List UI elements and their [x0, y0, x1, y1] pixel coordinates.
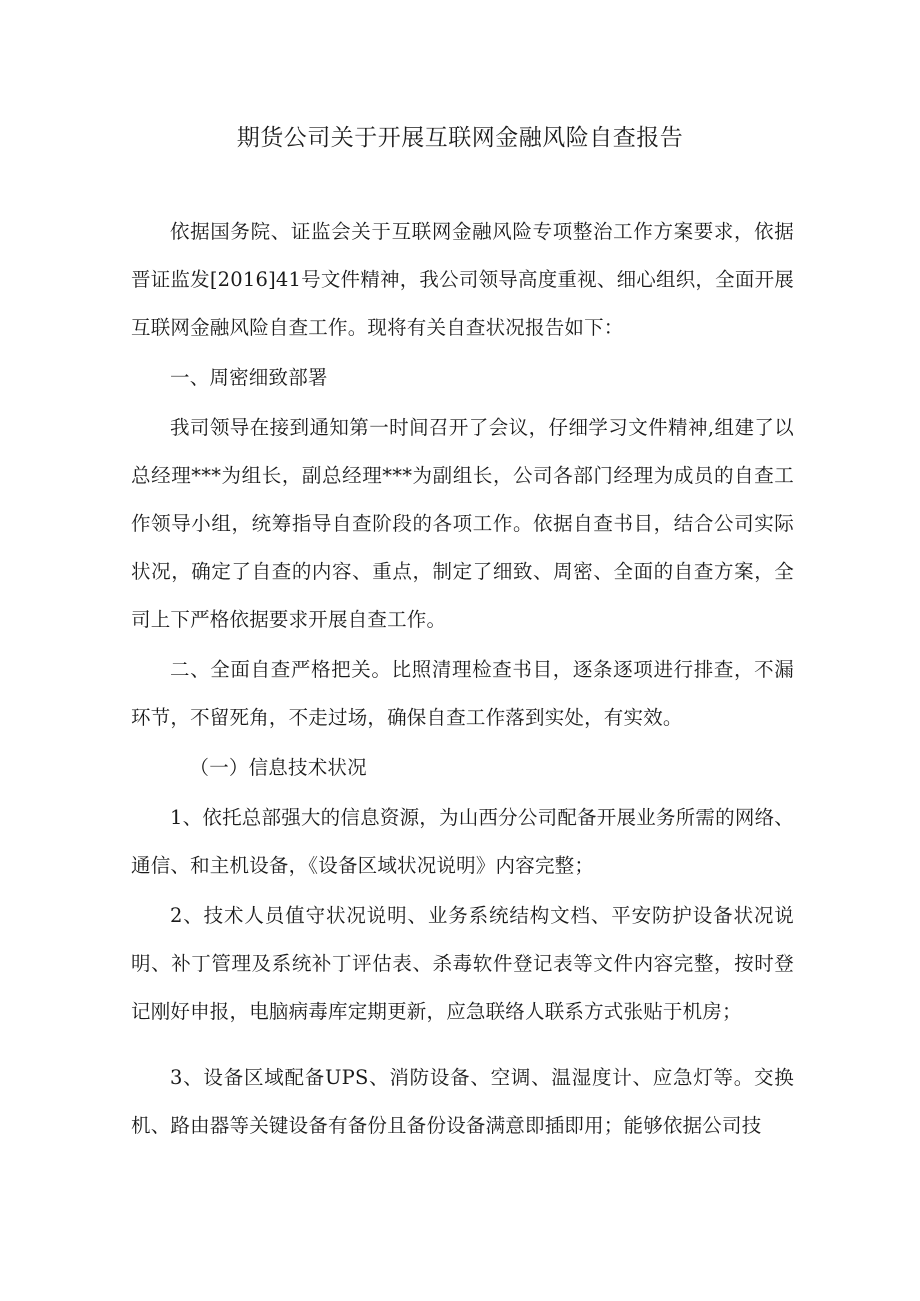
paragraph-deployment: 我司领导在接到通知第一时间召开了会议，仔细学习文件精神,组建了以总经理***为组长，副总经理***为副组长，公司各部门经理为成员的自查工作领导小组，统筹指导自查阶段的各项工作。依据自查书目，结合公司实际状况，确定了自查的内容、重点，制定了细致、周密、全面的自查方案，全司上下严格依据要求开展自查工作。 [131, 416, 794, 631]
subsection-heading-1: （一）信息技术状况 [189, 756, 367, 779]
paragraph-intro: 依据国务院、证监会关于互联网金融风险专项整治工作方案要求，依据晋证监发[2016]41号文件精神，我公司领导高度重视、细心组织，全面开展互联网金融风险自查工作。现将有关自查状况报告如下： [131, 220, 794, 339]
document-body [131, 208, 794, 1150]
section-heading-1: 一、周密细致部署 [170, 366, 328, 389]
list-item-2: 2、技术人员值守状况说明、业务系统结构文档、平安防护设备状况说明、补丁管理及系统补丁评估表、杀毒软件登记表等文件内容完整，按时登记刚好申报，电脑病毒库定期更新，应急联络人联系方式张贴于机房； [131, 904, 794, 1023]
list-item-1: 1、依托总部强大的信息资源，为山西分公司配备开展业务所需的网络、通信、和主机设备，《设备区域状况说明》内容完整； [131, 806, 794, 877]
document-title: 期货公司关于开展互联网金融风险自查报告 [236, 125, 684, 151]
section-heading-2: 二、全面自查严格把关。比照清理检查书目，逐条逐项进行排查，不漏环节，不留死角，不走过场，确保自查工作落到实处，有实效。 [131, 658, 794, 729]
list-item-3: 3、设备区域配备UPS、消防设备、空调、温湿度计、应急灯等。交换机、路由器等关键设备有备份且备份设备满意即插即用；能够依据公司技 [131, 1066, 794, 1137]
